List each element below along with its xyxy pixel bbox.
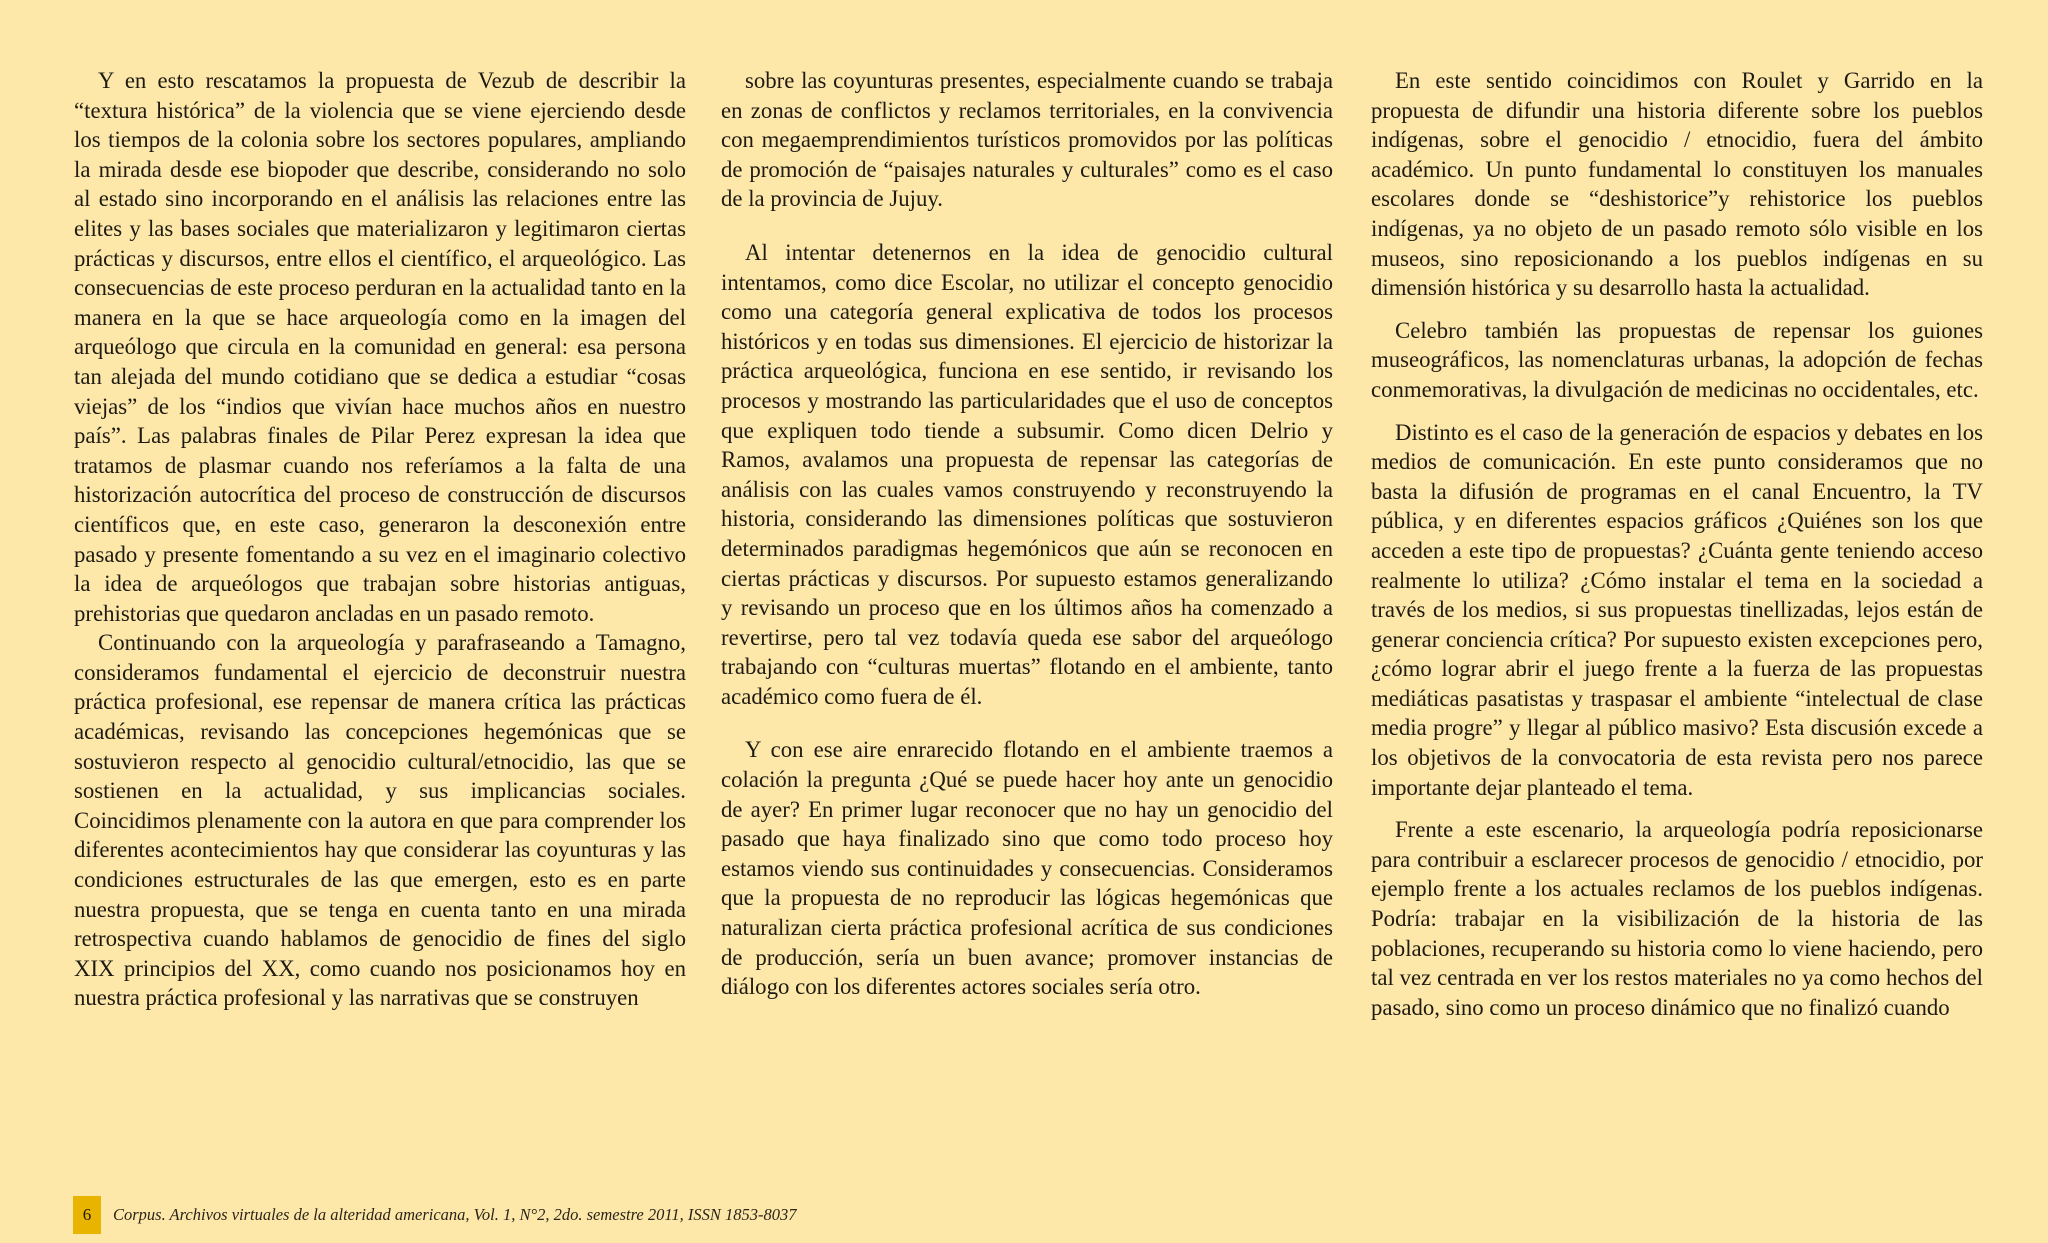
- text-column-left: [74, 66, 686, 1013]
- paragraph: Frente a este escenario, la arqueología podría reposicionarse para contribuir a esclarecer procesos de genocidio / etnocidio, por ejemplo frente a los actuales reclamos de los pueblos indígenas. Podría: trabajar en la visibilización de la historia de las poblaciones, recuperando su historia como lo viene haciendo, pero tal vez centrada en ver los restos materiales no ya como hechos del pasado, sino como un proceso dinámico que no finalizó cuando: [1371, 817, 1983, 1020]
- journal-reference: Corpus. Archivos virtuales de la alteridad americana, Vol. 1, N°2, 2do. semestre 2011, ISSN 1853-8037: [113, 1205, 797, 1224]
- page-number: 6: [73, 1196, 101, 1234]
- paragraph: Y en esto rescatamos la propuesta de Vezub de describir la “textura histórica” de la violencia que se viene ejerciendo desde los tiempos de la colonia sobre los sectores populares, ampliando la mirada desde ese biopoder que describe, considerando no solo al estado sino incorporando en el análisis las relaciones entre las elites y las bases sociales que materializaron y legitimaron ciertas prácticas y discursos, entre ellos el científico, el arqueológico. Las consecuencias de este proceso perduran en la actualidad tanto en la manera en la que se hace arqueología como en la imagen del arqueólogo que circula en la comunidad en general: esa persona tan alejada del mundo cotidiano que se dedica a estudiar “cosas viejas” de los “indios que vivían hace muchos años en nuestro país”. Las palabras finales de Pilar Perez expresan la idea que tratamos de plasmar cuando nos referíamos a la falta de una historización autocrítica del proceso de construcción de discursos científicos que, en este caso, generaron la desconexión entre pasado y presente fomentando a su vez en el imaginario colectivo la idea de arqueólogos que trabajan sobre historias antiguas, prehistorias que quedaron ancladas en un pasado remoto.: [74, 68, 686, 626]
- paragraph: Y con ese aire enrarecido flotando en el ambiente traemos a colación la pregunta ¿Qué se puede hacer hoy ante un genocidio de ayer? En primer lugar reconocer que no hay un genocidio del pasado que haya finalizado sino que como todo proceso hoy estamos viendo sus continuidades y consecuencias. Consideramos que la propuesta de no reproducir las lógicas hegemónicas que naturalizan cierta práctica profesional acrítica de sus condiciones de producción, sería un buen avance; promover instancias de diálogo con los diferentes actores sociales sería otro.: [721, 737, 1333, 1000]
- paragraph: Continuando con la arqueología y parafraseando a Tamagno, consideramos fundamental el ejercicio de deconstruir nuestra práctica profesional, ese repensar de manera crítica las prácticas académicas, revisando las concepciones hegemónicas que se sostuvieron respecto al genocidio cultural/etnocidio, las que se sostienen en la actualidad, y sus implicancias sociales. Coincidimos plenamente con la autora en que para comprender los diferentes acontecimientos hay que considerar las coyunturas y las condiciones estructurales de las que emergen, esto es en parte nuestra propuesta, que se tenga en cuenta tanto en una mirada retrospectiva cuando hablamos de genocidio de fines del siglo XIX principios del XX, como cuando nos posicionamos hoy en nuestra práctica profesional y las narrativas que se construyen: [74, 630, 686, 1011]
- page-footer: [73, 1196, 797, 1234]
- paragraph: sobre las coyunturas presentes, especialmente cuando se trabaja en zonas de conflictos y reclamos territoriales, en la convivencia con megaemprendimientos turísticos promovidos por las políticas de promoción de “paisajes naturales y culturales” como es el caso de la provincia de Jujuy.: [721, 68, 1333, 212]
- paragraph: Celebro también las propuestas de repensar los guiones museográficos, las nomenclaturas urbanas, la adopción de fechas conmemorativas, la divulgación de medicinas no occidentales, etc.: [1371, 317, 1983, 402]
- text-column-middle: [721, 66, 1333, 1002]
- text-column-right: [1371, 66, 1983, 1022]
- paragraph: Al intentar detenernos en la idea de genocidio cultural intentamos, como dice Escolar, no utilizar el concepto genocidio como una categoría general explicativa de todos los procesos históricos y en todas sus dimensiones. El ejercicio de historizar la práctica arqueológica, funciona en ese sentido, ir revisando los procesos y mostrando las particularidades que el uso de conceptos que expliquen todo tiende a subsumir. Como dicen Delrio y Ramos, avalamos una propuesta de repensar las categorías de análisis con las cuales vamos construyendo y reconstruyendo la historia, considerando las dimensiones políticas que sostuvieron determinados paradigmas hegemónicos que aún se reconocen en ciertas prácticas y discursos. Por supuesto estamos generalizando y revisando un proceso que en los últimos años ha comenzado a revertirse, pero tal vez todavía queda ese sabor del arqueólogo trabajando con “culturas muertas” flotando en el ambiente, tanto académico como fuera de él.: [721, 239, 1333, 709]
- paragraph: En este sentido coincidimos con Roulet y Garrido en la propuesta de difundir una historia diferente sobre los pueblos indígenas, sobre el genocidio / etnocidio, fuera del ámbito académico. Un punto fundamental lo constituyen los manuales escolares donde se “deshistorice”y rehistorice los pueblos indígenas, ya no objeto de un pasado remoto sólo visible en los museos, sino reposicionando a los pueblos indígenas en su dimensión histórica y su desarrollo hasta la actualidad.: [1371, 68, 1983, 301]
- paragraph: Distinto es el caso de la generación de espacios y debates en los medios de comunicación. En este punto consideramos que no basta la difusión de programas en el canal Encuentro, la TV pública, y en diferentes espacios gráficos ¿Quiénes son los que acceden a este tipo de propuestas? ¿Cuánta gente teniendo acceso realmente lo utiliza? ¿Cómo instalar el tema en la sociedad a través de los medios, si sus propuestas tinellizadas, lejos están de generar conciencia crítica? Por supuesto existen excepciones pero, ¿cómo lograr abrir el juego frente a la fuerza de las propuestas mediáticas pasatistas y traspasar el ambiente “intelectual de clase media progre” y llegar al público masivo? Esta discusión excede a los objetivos de la convocatoria de esta revista pero nos parece importante dejar planteado el tema.: [1371, 419, 1983, 800]
